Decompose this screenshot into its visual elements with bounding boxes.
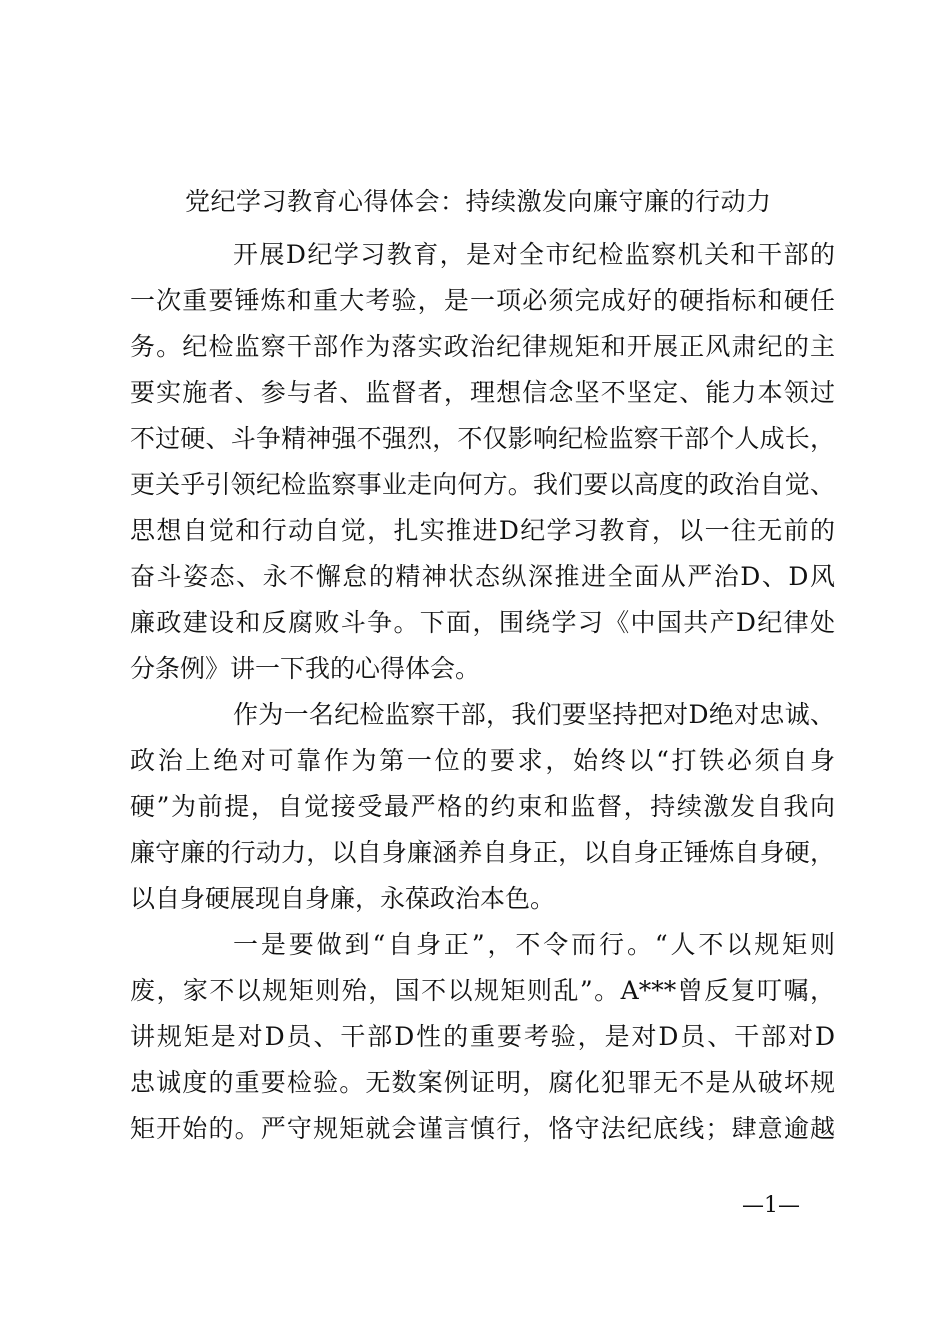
paragraph-1-line-10: 分条例》讲一下我的心得体会。	[130, 654, 481, 683]
paragraph-2-line-2: 政治上绝对可靠作为第一位的要求，始终以“打铁必须自身	[130, 746, 835, 775]
paragraph-3-line-4: 忠诚度的重要检验。无数案例证明，腐化犯罪无不是从破坏规	[130, 1068, 835, 1097]
page-number: —1—	[742, 1193, 800, 1218]
document-title: 党纪学习教育心得体会：持续激发向廉守廉的行动力	[185, 187, 772, 216]
paragraph-2-line-1: 作为一名纪检监察干部，我们要坚持把对D绝对忠诚、	[233, 700, 835, 729]
paragraph-1-line-7: 思想自觉和行动自觉，扎实推进D纪学习教育，以一往无前的	[130, 516, 835, 545]
paragraph-1-line-2: 一次重要锤炼和重大考验，是一项必须完成好的硬指标和硬任	[130, 286, 835, 315]
paragraph-1-line-4: 要实施者、参与者、监督者，理想信念坚不坚定、能力本领过	[130, 378, 835, 407]
paragraph-1-line-9: 廉政建设和反腐败斗争。下面，围绕学习《中国共产D纪律处	[130, 608, 835, 637]
paragraph-2-line-5: 以自身硬展现自身廉，永葆政治本色。	[130, 884, 556, 913]
paragraph-3-line-3: 讲规矩是对D员、干部D性的重要考验，是对D员、干部对D	[130, 1022, 835, 1051]
paragraph-3-line-1: 一是要做到“自身正”，不令而行。“人不以规矩则	[233, 930, 835, 959]
paragraph-1-line-6: 更关乎引领纪检监察事业走向何方。我们要以高度的政治自觉、	[130, 470, 835, 499]
paragraph-1-line-5: 不过硬、斗争精神强不强烈，不仅影响纪检监察干部个人成长，	[130, 424, 835, 453]
paragraph-3-line-5: 矩开始的。严守规矩就会谨言慎行，恪守法纪底线；肆意逾越	[130, 1114, 835, 1143]
paragraph-1-line-3: 务。纪检监察干部作为落实政治纪律规矩和开展正风肃纪的主	[130, 332, 835, 361]
paragraph-1-line-8: 奋斗姿态、永不懈怠的精神状态纵深推进全面从严治D、D风	[130, 562, 835, 591]
paragraph-1-line-1: 开展D纪学习教育，是对全市纪检监察机关和干部的	[233, 240, 835, 269]
paragraph-2-line-4: 廉守廉的行动力，以自身廉涵养自身正，以自身正锤炼自身硬，	[130, 838, 835, 867]
paragraph-2-line-3: 硬”为前提，自觉接受最严格的约束和监督，持续激发自我向	[130, 792, 835, 821]
paragraph-3-line-2: 废，家不以规矩则殆，国不以规矩则乱”。A***曾反复叮嘱，	[130, 976, 835, 1005]
